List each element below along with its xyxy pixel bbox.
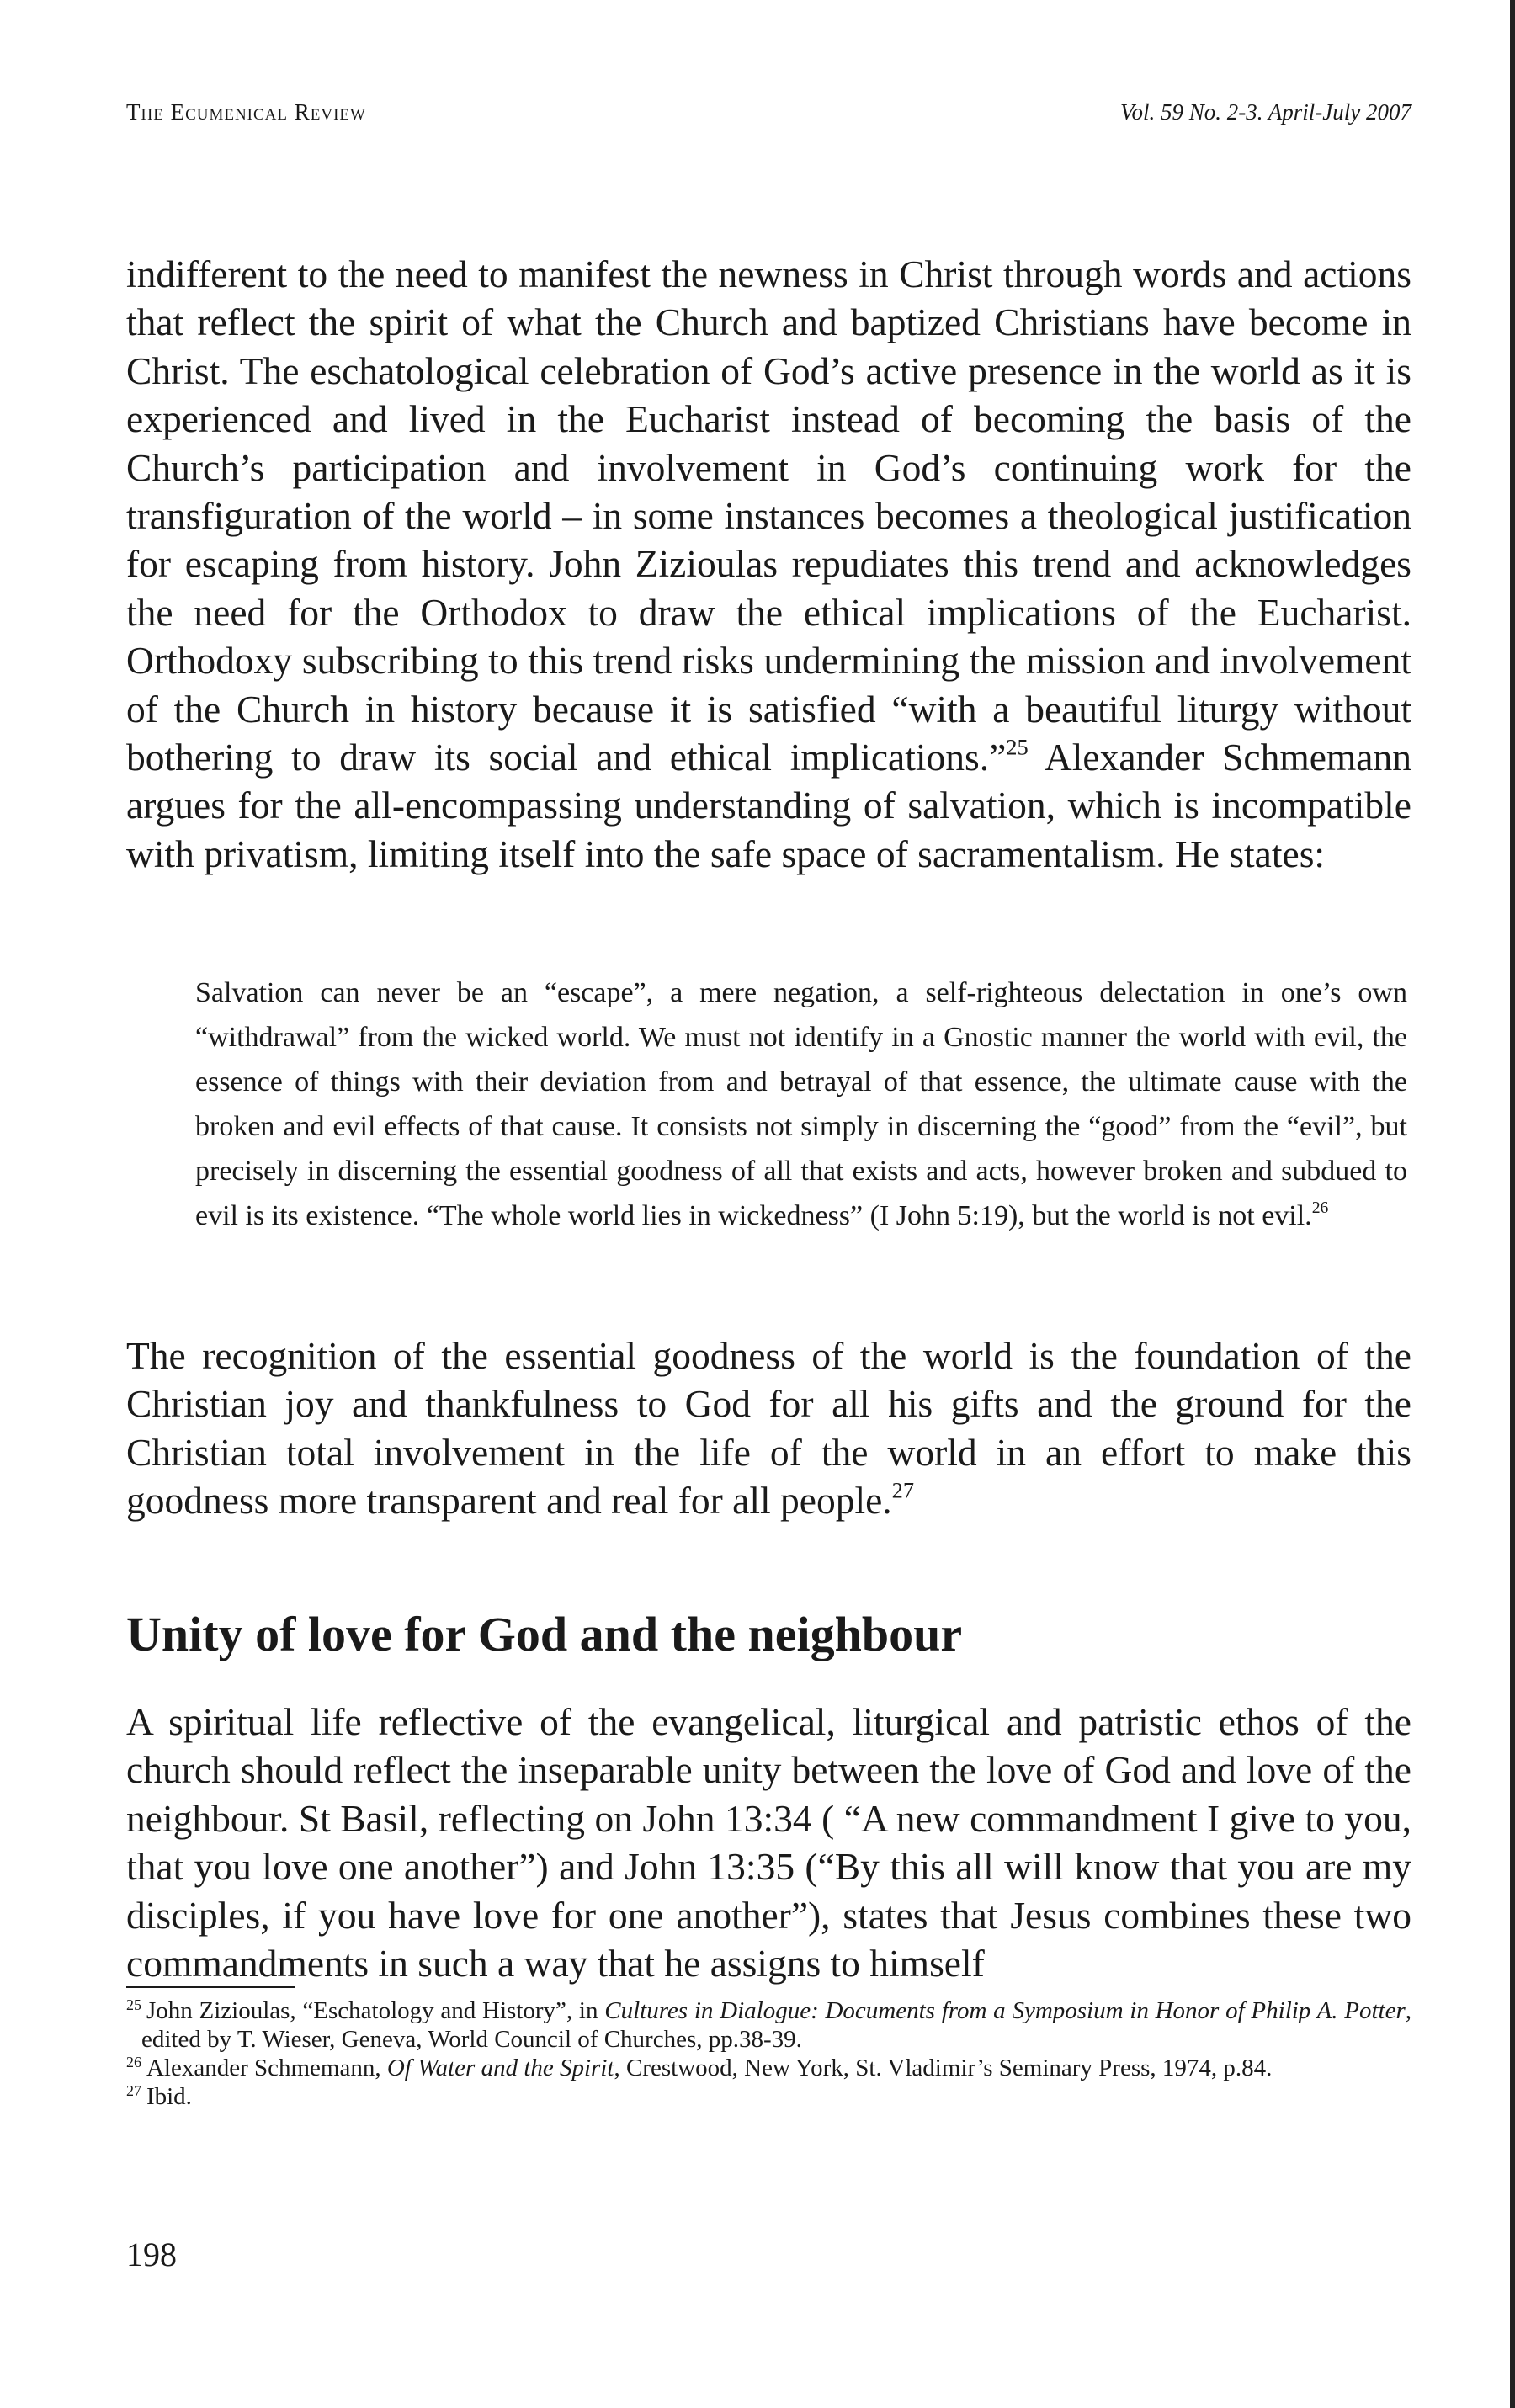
paragraph-3-text: A spiritual life reflective of the evangelical, liturgical and patristic ethos of the church should reflect the inseparable unity between the love of God and love of the neighbour. St Basil, reflecting on John 13:34 ( “A new commandment I give to you, that you love one another”) and John 13:35 (“By this all will know that you are my disciples, if you have love for one another”), states that Jesus combines these two commandments in such a way that he assigns to himself	[126, 1700, 1411, 1985]
page-number: 198	[126, 2235, 177, 2273]
footnote-text-end: , edited by T. Wieser, Geneva, World Council of Churches, pp.38-39.	[141, 1997, 1411, 2053]
paragraph-1-text-continued: Alexander Schmemann argues for the all-encompassing understanding of salvation, which is incompatible with privatism, limiting itself into the safe space of sacramentalism. He states:	[126, 736, 1411, 875]
footnote-ref-27[interactable]: 27	[891, 1477, 915, 1503]
footnote-ref-26[interactable]: 26	[1311, 1199, 1329, 1218]
paragraph-1	[126, 250, 1411, 878]
footnotes	[126, 1996, 1411, 2111]
issue-info: Vol. 59 No. 2-3. April-July 2007	[1120, 99, 1411, 125]
footnote-number: 27	[126, 2082, 141, 2100]
page-edge	[1510, 0, 1515, 2408]
paragraph-3	[126, 1698, 1411, 1987]
block-quote	[195, 970, 1407, 1238]
footnote-26	[126, 2054, 1411, 2082]
paragraph-1-text: indifferent to the need to manifest the newness in Christ through words and actions that reflect the spirit of what the Church and baptized Christians have become in Christ. The eschatological celebration of God’s active presence in the world as it is experienced and lived in the Eucharist instead of becoming the basis of the Church’s participation and involvement in God’s continuing work for the transfiguration of the world – in some instances becomes a theological justification for escaping from history. John Zizioulas repudiates this trend and acknowledges the need for the Orthodox to draw the ethical implications of the Eucharist. Orthodoxy subscribing to this trend risks undermining the mission and involvement of the Church in history because it is satisfied “with a beautiful liturgy without bothering to draw its social and ethical implications.”	[126, 252, 1411, 779]
footnote-title: Cultures in Dialogue: Documents from a Symposium in Honor of Philip A. Potter	[604, 1997, 1406, 2024]
footnote-divider	[126, 1986, 295, 1988]
running-header	[126, 99, 1411, 133]
footnote-27	[126, 2082, 1411, 2111]
paragraph-2	[126, 1332, 1411, 1525]
footnote-number: 25	[126, 1996, 141, 2014]
footnote-25	[126, 1996, 1411, 2054]
footnote-title: Of Water and the Spirit	[386, 2055, 614, 2081]
block-quote-text: Salvation can never be an “escape”, a mere negation, a self-righteous delectation in one’s own “withdrawal” from the wicked world. We must not identify in a Gnostic manner the world with evil, the essence of things with their deviation from and betrayal of that essence, the ultimate cause with the broken and evil effects of that cause. It consists not simply in discerning the “good” from the “evil”, but precisely in discerning the essential goodness of all that exists and acts, however broken and subdued to evil is its existence. “The whole world lies in wickedness” (I John 5:19), but the world is not evil.	[195, 977, 1407, 1231]
section-heading: Unity of love for God and the neighbour	[126, 1607, 963, 1661]
footnote-text: Alexander Schmemann,	[146, 2055, 387, 2081]
paragraph-2-text: The recognition of the essential goodness of the world is the foundation of the Christian joy and thankfulness to God for all his gifts and the ground for the Christian total involvement in the life of the world in an effort to make this goodness more transparent and real for all people.	[126, 1334, 1411, 1523]
footnote-text: John Zizioulas, “Eschatology and History”, in	[146, 1997, 605, 2024]
footnote-number: 26	[126, 2054, 141, 2071]
journal-title: The Ecumenical Review	[126, 99, 366, 125]
footnote-ref-25[interactable]: 25	[1006, 734, 1029, 760]
footnote-text: Ibid.	[146, 2083, 192, 2110]
footnote-text-end: , Crestwood, New York, St. Vladimir’s Seminary Press, 1974, p.84.	[614, 2055, 1273, 2081]
